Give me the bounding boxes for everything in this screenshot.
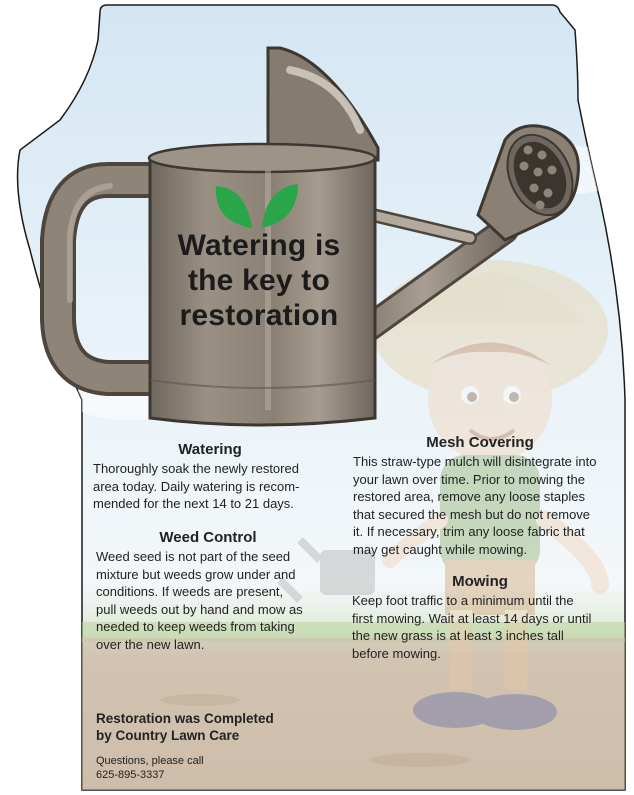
weed-control-line: conditions. If weeds are present, [96,584,284,599]
title-line-1: Watering is [177,229,341,262]
phone-number[interactable]: 625-895-3337 [96,769,165,781]
title-line-2: the key to [187,264,331,297]
weed-control-line: Weed seed is not part of the seed [96,549,291,564]
watering-text [93,460,333,513]
contact-info [96,754,296,782]
weed-control-line: over the new lawn. [96,636,205,652]
mowing-line: first mowing. Wait at least 14 days or until [352,610,592,626]
mesh-covering-heading: Mesh Covering [426,434,534,451]
mowing-line: before mowing. [352,645,441,661]
page-title [150,228,368,333]
completed-note [96,710,356,744]
completed-line: Restoration was Completed [96,711,274,726]
mesh-covering-line: it. If necessary, trim any loose fabric that [353,524,585,539]
mesh-covering-line: restored area, remove any loose staples [353,489,585,504]
watering-line: area today. Daily watering is recom- [93,478,300,494]
weed-control-heading: Weed Control [159,529,257,546]
title-line-3: restoration [179,299,339,332]
mesh-covering-text [353,453,628,558]
weed-control-line: needed to keep weeds from taking [96,619,295,634]
weed-control-text [96,548,336,653]
weed-control-line: pull weeds out by hand and mow as [96,601,303,617]
mowing-line: the new grass is at least 3 inches tall [352,628,564,643]
mowing-line: Keep foot traffic to a minimum until the [352,593,574,608]
watering-line: mended for the next 14 to 21 days. [93,496,294,511]
watering-line: Thoroughly soak the newly restored [93,461,299,476]
completed-line: by Country Lawn Care [96,728,240,743]
weed-control-line: mixture but weeds grow under and [96,566,296,582]
mesh-covering-line: your lawn over time. Prior to mowing the [353,471,585,487]
watering-heading: Watering [178,441,242,458]
mowing-text [352,592,627,662]
questions-label: Questions, please call [96,755,204,767]
mesh-covering-line: may get caught while mowing. [353,541,528,557]
mowing-heading: Mowing [452,573,508,590]
mesh-covering-line: that secured the mesh but do not remove [353,506,591,522]
mesh-covering-line: This straw-type mulch will disintegrate into [353,454,597,469]
